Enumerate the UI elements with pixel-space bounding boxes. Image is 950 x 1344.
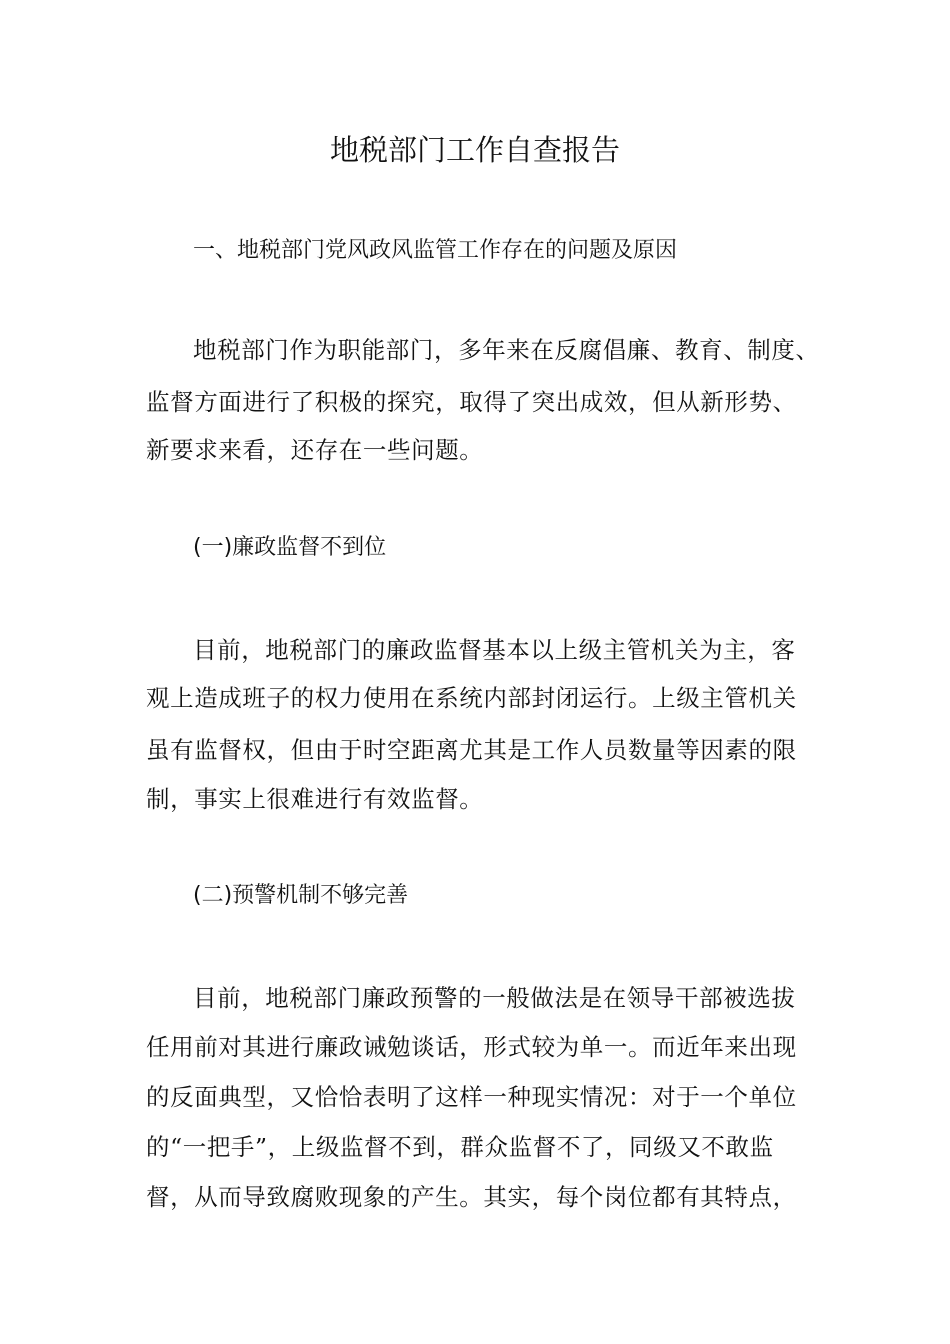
paragraph-line: 任用前对其进行廉政诫勉谈话，形式较为单一。而近年来出现 [146, 1033, 797, 1061]
paragraph-line: 虽有监督权，但由于时空距离尤其是工作人员数量等因素的限 [146, 736, 797, 764]
section-heading: 一、地税部门党风政风监管工作存在的问题及原因 [193, 238, 678, 263]
paragraph-line: 地税部门作为职能部门，多年来在反腐倡廉、教育、制度、 [193, 336, 820, 364]
paragraph-line: 目前，地税部门的廉政监督基本以上级主管机关为主，客 [193, 636, 796, 664]
paragraph-line: 的反面典型，又恰恰表明了这样一种现实情况：对于一个单位 [146, 1083, 797, 1111]
paragraph-line: 观上造成班子的权力使用在系统内部封闭运行。上级主管机关 [146, 684, 797, 712]
paragraph-line: 新要求来看，还存在一些问题。 [146, 436, 484, 464]
paragraph-line: 监督方面进行了积极的探究，取得了突出成效，但从新形势、 [146, 388, 797, 416]
document-title: 地税部门工作自查报告 [329, 133, 620, 167]
paragraph-line: 目前，地税部门廉政预警的一般做法是在领导干部被选拔 [193, 984, 796, 1012]
paragraph-line: 的“一把手”，上级监督不到，群众监督不了，同级又不敢监 [146, 1133, 774, 1161]
subsection-heading: (一)廉政监督不到位 [193, 535, 387, 560]
paragraph-line: 督，从而导致腐败现象的产生。其实，每个岗位都有其特点， [146, 1183, 797, 1211]
subsection-heading: (二)预警机制不够完善 [193, 883, 409, 908]
paragraph-line: 制，事实上很难进行有效监督。 [146, 785, 484, 813]
